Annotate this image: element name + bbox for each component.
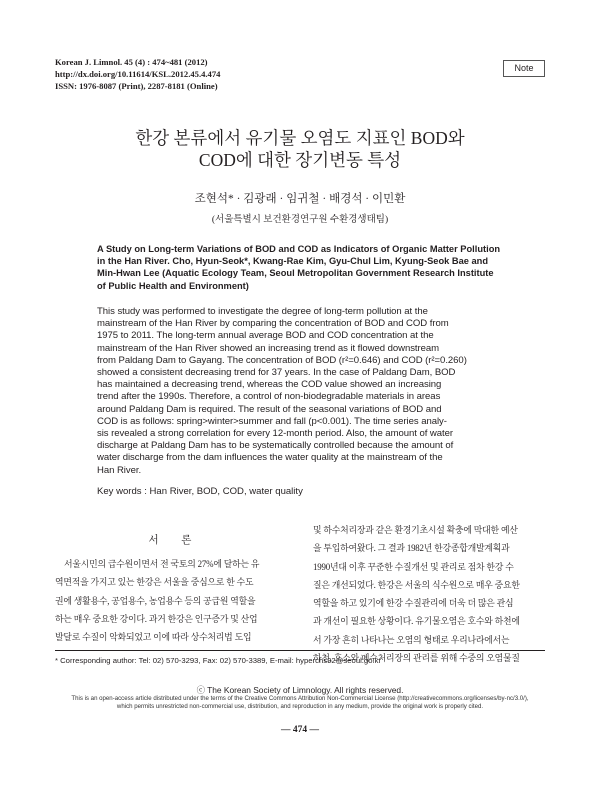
body-line: 발달로 수질이 악화되었고 이에 따라 상수처리법 도입 <box>55 632 252 643</box>
abstract-line: 1975 to 2011. The long-term annual average BOD and COD concentration at the <box>97 330 434 342</box>
journal-header <box>55 56 220 92</box>
footnote-divider <box>55 650 545 651</box>
note-badge: Note <box>503 60 545 77</box>
abstract-line: has maintained a decreasing trend, whereas the COD value showed an increasing <box>97 379 442 391</box>
body-line: 질은 개선되었다. 한강은 서울의 식수원으로 매우 중요한 <box>313 579 520 590</box>
license-notice <box>40 695 560 712</box>
abstract-line: around Paldang Dam is required. The result of the seasonal variations of BOD and <box>97 403 442 415</box>
abstract-line: water discharge from the dam influences the water quality at the mainstream of the <box>97 452 443 464</box>
english-title-block <box>97 243 507 292</box>
body-line: 역할을 하고 있기에 한강 수질관리에 더욱 더 많은 관심 <box>313 598 514 609</box>
abstract-line: from Paldang Dam to Gayang. The concentration of BOD (r²=0.646) and COD (r²=0.260) <box>97 354 467 366</box>
abstract-line: This study was performed to investigate the degree of long-term pollution at the <box>97 306 428 317</box>
body-line: 서 가장 흔히 나타나는 오염의 형태로 우리나라에서는 <box>313 634 510 645</box>
doi-link[interactable]: http://dx.doi.org/10.11614/KSL.2012.45.4.474 <box>55 69 221 79</box>
body-line: 권에 생활용수, 공업용수, 농업용수 등의 공급원 역할을 <box>55 595 256 606</box>
body-line: 을 투입하여왔다. 그 결과 1982년 한강종합개발계획과 <box>313 543 510 554</box>
korean-title-line-2: COD에 대한 장기변동 특성 <box>198 150 402 170</box>
page-number: — 474 — <box>281 725 319 735</box>
keywords: Key words : Han River, BOD, COD, water quality <box>97 486 303 497</box>
korean-affiliation: (서울특별시 보건환경연구원 수환경생태팀) <box>211 215 389 225</box>
license-line: This is an open-access article distributed under the terms of the Creative Commons Attribution Non-Commercial License (http://creativecommons.org/licenses/by-nc/3.0/), <box>71 695 529 702</box>
english-title-line: of Public Health and Environment) <box>97 280 249 291</box>
license-line: which permits unrestricted non-commercial use, distribution, and reproduction in any medium, provide the original work is properly cited. <box>116 703 484 711</box>
english-title-line: Min-Hwan Lee (Aquatic Ecology Team, Seoul Metropolitan Government Research Institute <box>97 268 494 279</box>
body-line: 및 하수처리장과 같은 환경기초시설 확충에 막대한 예산 <box>313 525 518 535</box>
intro-right-column <box>313 521 545 667</box>
abstract-line: sis revealed a strong correlation for every 12-month period. Also, the amount of water <box>97 428 454 440</box>
section-heading-introduction: 서 론 <box>148 535 202 546</box>
abstract-line: trend after the 1990s. Therefore, a control of non-biodegradable materials in areas <box>97 391 441 403</box>
abstract <box>97 306 501 477</box>
abstract-line: mainstream of the Han River by comparing the concentration of BOD and COD from <box>97 318 449 330</box>
issn: ISSN: 1976-8087 (Print), 2287-8181 (Online) <box>55 81 218 91</box>
intro-left-column <box>55 555 297 646</box>
abstract-line: discharge at Paldang Dam has to be systematically controlled because the amount of <box>97 440 454 452</box>
english-title-line: A Study on Long-term Variations of BOD and COD as Indicators of Organic Matter Pollution <box>97 244 501 254</box>
body-line: 하천, 호소와 폐수처리장의 관리를 위해 수중의 오염물질 <box>313 653 520 664</box>
corresponding-author-footnote: * Corresponding author: Tel: 02) 570-3293, Fax: 02) 570-3389, E-mail: hyperchs92@seoul.go.kr <box>55 656 382 665</box>
body-line: 과 개선이 필요한 상황이다. 유기물오염은 호수와 하천에 <box>313 616 520 627</box>
body-line: 하는 매우 중요한 강이다. 과거 한강은 인구증가 및 산업 <box>55 613 258 624</box>
korean-title-line-1: 한강 본류에서 유기물 오염도 지표인 BOD와 <box>135 128 465 148</box>
copyright-notice: ⓒ The Korean Society of Limnology. All rights reserved. <box>196 685 404 695</box>
journal-citation: Korean J. Limnol. 45 (4) : 474~481 (2012) <box>55 57 208 67</box>
korean-authors: 조현석* · 김광래 · 임귀철 · 배경석 · 이민환 <box>194 193 406 205</box>
body-line: 서울시민의 급수원이면서 전 국토의 27%에 달하는 유 <box>64 559 260 569</box>
abstract-line: Han River. <box>97 464 142 476</box>
body-line: 역면적을 가지고 있는 한강은 서울을 중심으로 한 수도 <box>55 577 254 588</box>
abstract-line: showed a consistent decreasing trend for 37 years. In the case of Paldang Dam, BOD <box>97 367 456 379</box>
english-title-line: in the Han River. Cho, Hyun-Seok*, Kwang-Rae Kim, Gyu-Chul Lim, Kyung-Seok Bae and <box>97 256 489 267</box>
abstract-line: COD is as follows: spring>winter>summer and fall (p<0.001). The time series analy- <box>97 415 447 427</box>
abstract-line: mainstream of the Han River showed an increasing trend as it flowed downstream <box>97 342 440 354</box>
body-line: 1990년대 이후 꾸준한 수질개선 및 관리로 점차 한강 수 <box>313 561 514 572</box>
